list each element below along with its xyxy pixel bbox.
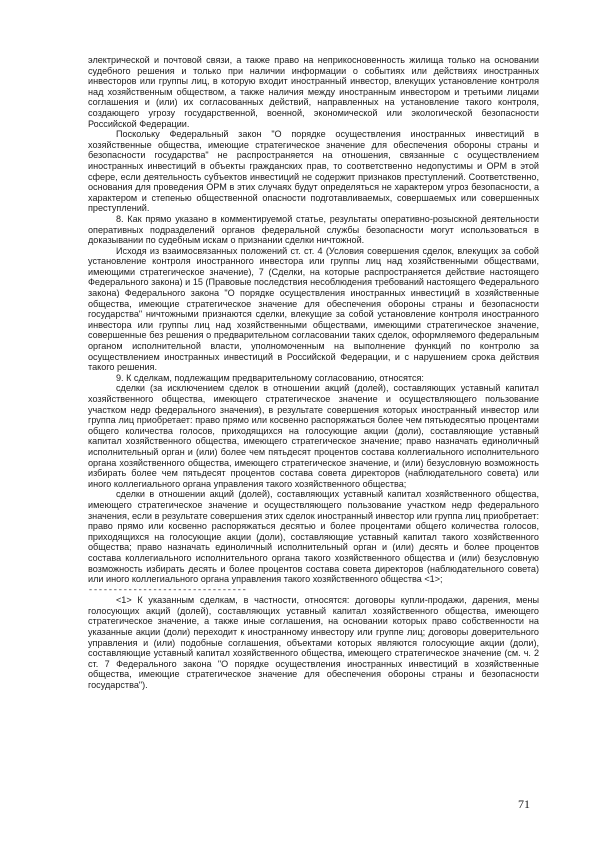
paragraph-void-transactions: Исходя из взаимосвязанных положений ст. ст. 4 (Условия совершения сделок, влекущих за собой установление контроля иностранного инвестора или группы лиц над хозяйственными обществами, имеющими стратегическое значение), 7 (Сделки, на которые распространяется действие настоящего Федерального закона) и 15 (Правовые последствия несоблюдения требований настоящего Федерального закона) Федерального закона "О порядке осуществления иностранных инвестиций в хозяйственные общества, имеющие стратегическое значение для обеспечения обороны страны и безопасности государства" ничтожными признаются сделки, влекущие за собой установление контроля иностранного инвестора или группы лиц над хозяйственными обществами, имеющими стратегическое значение, совершенные без решения о предварительном согласовании таких сделок, оформляемого федеральным органом исполнительной власти, уполномоченным на выполнение функций по контролю за осуществлением иностранных инвестиций в Российской Федерации, и с нарушением срока действия такого решения. (88, 245, 539, 373)
paragraph-continuation: электрической и почтовой связи, а также право на неприкосновенность жилища только на основании судебного решения и только при наличии информации о событиях или действиях иностранных инвесторов или группы лиц, в которую входит иностранный инвестор, влекущих установление контроля над хозяйственным обществом, а также наличия между иностранным инвестором и третьими лицами соглашения и (или) их согласованных действий, направленных на установление такого контроля, создающего угрозу государственной, военной, экономической или экологической безопасности Российской Федерации. (88, 55, 539, 129)
paragraph-item-8: 8. Как прямо указано в комментируемой статье, результаты оперативно-розыскной деятельности оперативных подразделений органов федеральной службы безопасности могут использоваться в доказывании по судебным искам о признании сделки ничтожной. (88, 213, 539, 246)
footnote-1: <1> К указанным сделкам, в частности, относятся: договоры купли-продажи, дарения, мены голосующих акций (долей), составляющих уставный капитал хозяйственного общества, имеющего стратегическое значение, а также иные соглашения, на основании которых право собственности на указанные акции (доли) переходит к иностранному инвестору или группе лиц; договоры доверительного управления и (или) подобные соглашения, объектами которых являются голосующие акции (доли), составляющие уставный капитал хозяйственного общества, имеющего стратегическое значение (см. ч. 2 ст. 7 Федерального закона "О порядке осуществления иностранных инвестиций в хозяйственные общества, имеющие стратегическое значение для обеспечения обороны страны и безопасности государства"). (88, 595, 539, 691)
page-number: 71 (518, 797, 530, 811)
paragraph-item-9: 9. К сделкам, подлежащим предварительному согласованию, относятся: (116, 372, 424, 383)
paragraph-item-9-transactions-b: сделки в отношении акций (долей), составляющих уставный капитал хозяйственного общества, имеющего стратегическое значение и осуществляющего пользование участком недр федерального значения, если в результате совершения этих сделок иностранный инвестор или группа лиц приобретает: право прямо или косвенно распоряжаться десятью и более процентами общего количества голосов, приходящихся на голосующие акции (доли), составляющие уставный капитал такого хозяйственного общества; право назначать единоличный исполнительный орган и (или) десять и более процентов состава коллегиального исполнительного органа такого хозяйственного общества и (или) безусловную возможность избирать десять и более процентов состава совета директоров (наблюдательного совета) или иного коллегиального органа управления такого хозяйственного общества <1>; (88, 489, 539, 585)
footnote-separator: -------------------------------- (88, 584, 247, 595)
document-page (88, 55, 539, 691)
paragraph-federal-law-scope: Поскольку Федеральный закон "О порядке осуществления иностранных инвестиций в хозяйственные общества, имеющие стратегическое значение для обеспечения обороны страны и безопасности государства" не распространяется на отношения, связанные с осуществлением иностранных инвестиций в объекты гражданских прав, то соответственно недопустимы и ОРМ в этой сфере, если деятельность субъектов инвестиций не содержит признаков преступлений. Соответственно, основания для проведения ОРМ в этих случаях будут определяться не характером угроз безопасности, а характером и степенью общественной опасности подготавливаемых, совершаемых или совершенных преступлений. (88, 129, 539, 214)
paragraph-item-9-transactions-a: сделки (за исключением сделок в отношении акций (долей), составляющих уставный капитал хозяйственного общества, имеющего стратегическое значение и осуществляющего пользование участком недр федерального значения), в результате совершения которых иностранный инвестор или группа лиц приобретает: право прямо или косвенно распоряжаться более чем пятьюдесятью процентами общего количества голосов, приходящихся на голосующие акции (доли), составляющие уставный капитал хозяйственного общества, имеющего стратегическое значение; право назначать единоличный исполнительный орган и (или) более чем пятьдесят процентов состава коллегиального исполнительного органа хозяйственного общества, имеющего стратегическое значение, и (или) безусловную возможность избирать более чем пятьдесят процентов состава совета директоров (наблюдательного совета) или иного коллегиального органа управления такого хозяйственного общества; (88, 383, 539, 489)
